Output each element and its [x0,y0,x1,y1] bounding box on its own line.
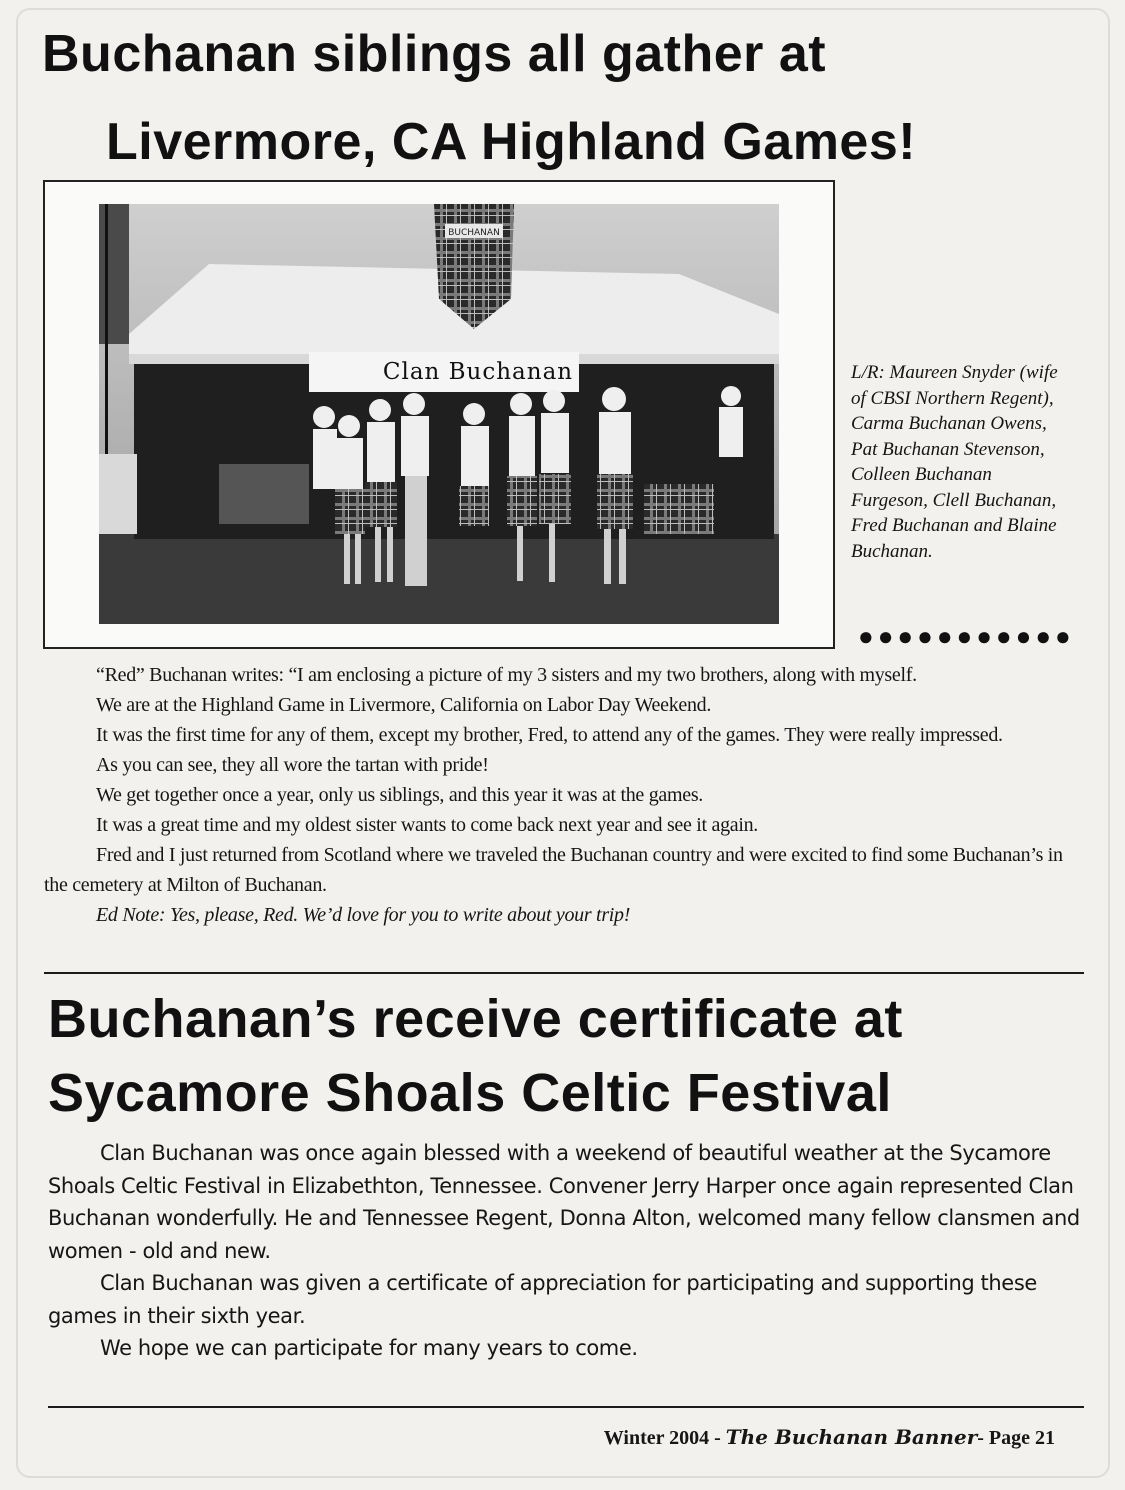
letter-paragraph: It was a great time and my oldest sister wants to come back next year and see it again. [96,814,759,836]
editor-note: Ed Note: Yes, please, Red. We’d love for you to write about your trip! [96,904,631,926]
headline-1-line-1: Buchanan siblings all gather at [42,25,827,83]
letter-paragraph: As you can see, they all wore the tartan with pride! [96,754,489,776]
article-paragraph: Clan Buchanan was given a certificate of appreciation for participating and supporting these games in their sixth year. [48,1271,1037,1328]
photo-frame [43,180,835,649]
footer-page-number: - Page 21 [977,1427,1055,1449]
page-footer [604,1425,1055,1450]
tent-sign-text: Clan Buchanan [382,359,574,385]
footer-publication: The Buchanan Banner [725,1425,978,1449]
photo-caption: L/R: Maureen Snyder (wife of CBSI Northern Regent), Carma Buchanan Owens, Pat Buchanan Stevenson, Colleen Buchanan Furgeson, Clell Buchanan, Fred Buchanan and Blaine Buchanan. [851,362,1058,562]
letter-paragraph: Fred and I just returned from Scotland where we traveled the Buchanan country and were excited to find some Buchanan’s in the cemetery at Milton of Buchanan. [44,844,1063,896]
flag-text: BUCHANAN [448,228,500,238]
group-photo [99,204,779,624]
headline-2-line-1: Buchanan’s receive certificate at [48,989,903,1049]
letter-paragraph: We are at the Highland Game in Livermore, California on Labor Day Weekend. [96,694,712,716]
footer-divider [48,1406,1084,1408]
section-divider [44,972,1084,974]
bleed-through-text [1086,20,1107,98]
letter-article [44,660,1084,930]
letter-paragraph: It was the first time for any of them, except my brother, Fred, to attend any of the games. They were really impressed. [96,724,1003,746]
letter-paragraph: We get together once a year, only us siblings, and this year it was at the games. [96,784,703,806]
group-photo-image [99,204,779,624]
festival-article [48,1137,1084,1365]
headline-1-line-2: Livermore, CA Highland Games! [106,113,917,171]
footer-issue: Winter 2004 - [603,1427,721,1449]
headline-2-line-2: Sycamore Shoals Celtic Festival [48,1063,892,1123]
article-paragraph: Clan Buchanan was once again blessed with a weekend of beautiful weather at the Sycamore Shoals Celtic Festival in Elizabethton, Tennessee. Convener Jerry Harper once again represented Clan Buchanan wonderfully. He and Tennessee Regent, Donna Alton, welcomed many fellow clansmen and women - old and new. [48,1141,1080,1263]
article-paragraph: We hope we can participate for many years to come. [100,1336,638,1360]
letter-paragraph: “Red” Buchanan writes: “I am enclosing a picture of my 3 sisters and my two brothers, along with myself. [96,664,917,686]
separator-dots: ●●●●●●●●●●● [858,622,1075,651]
